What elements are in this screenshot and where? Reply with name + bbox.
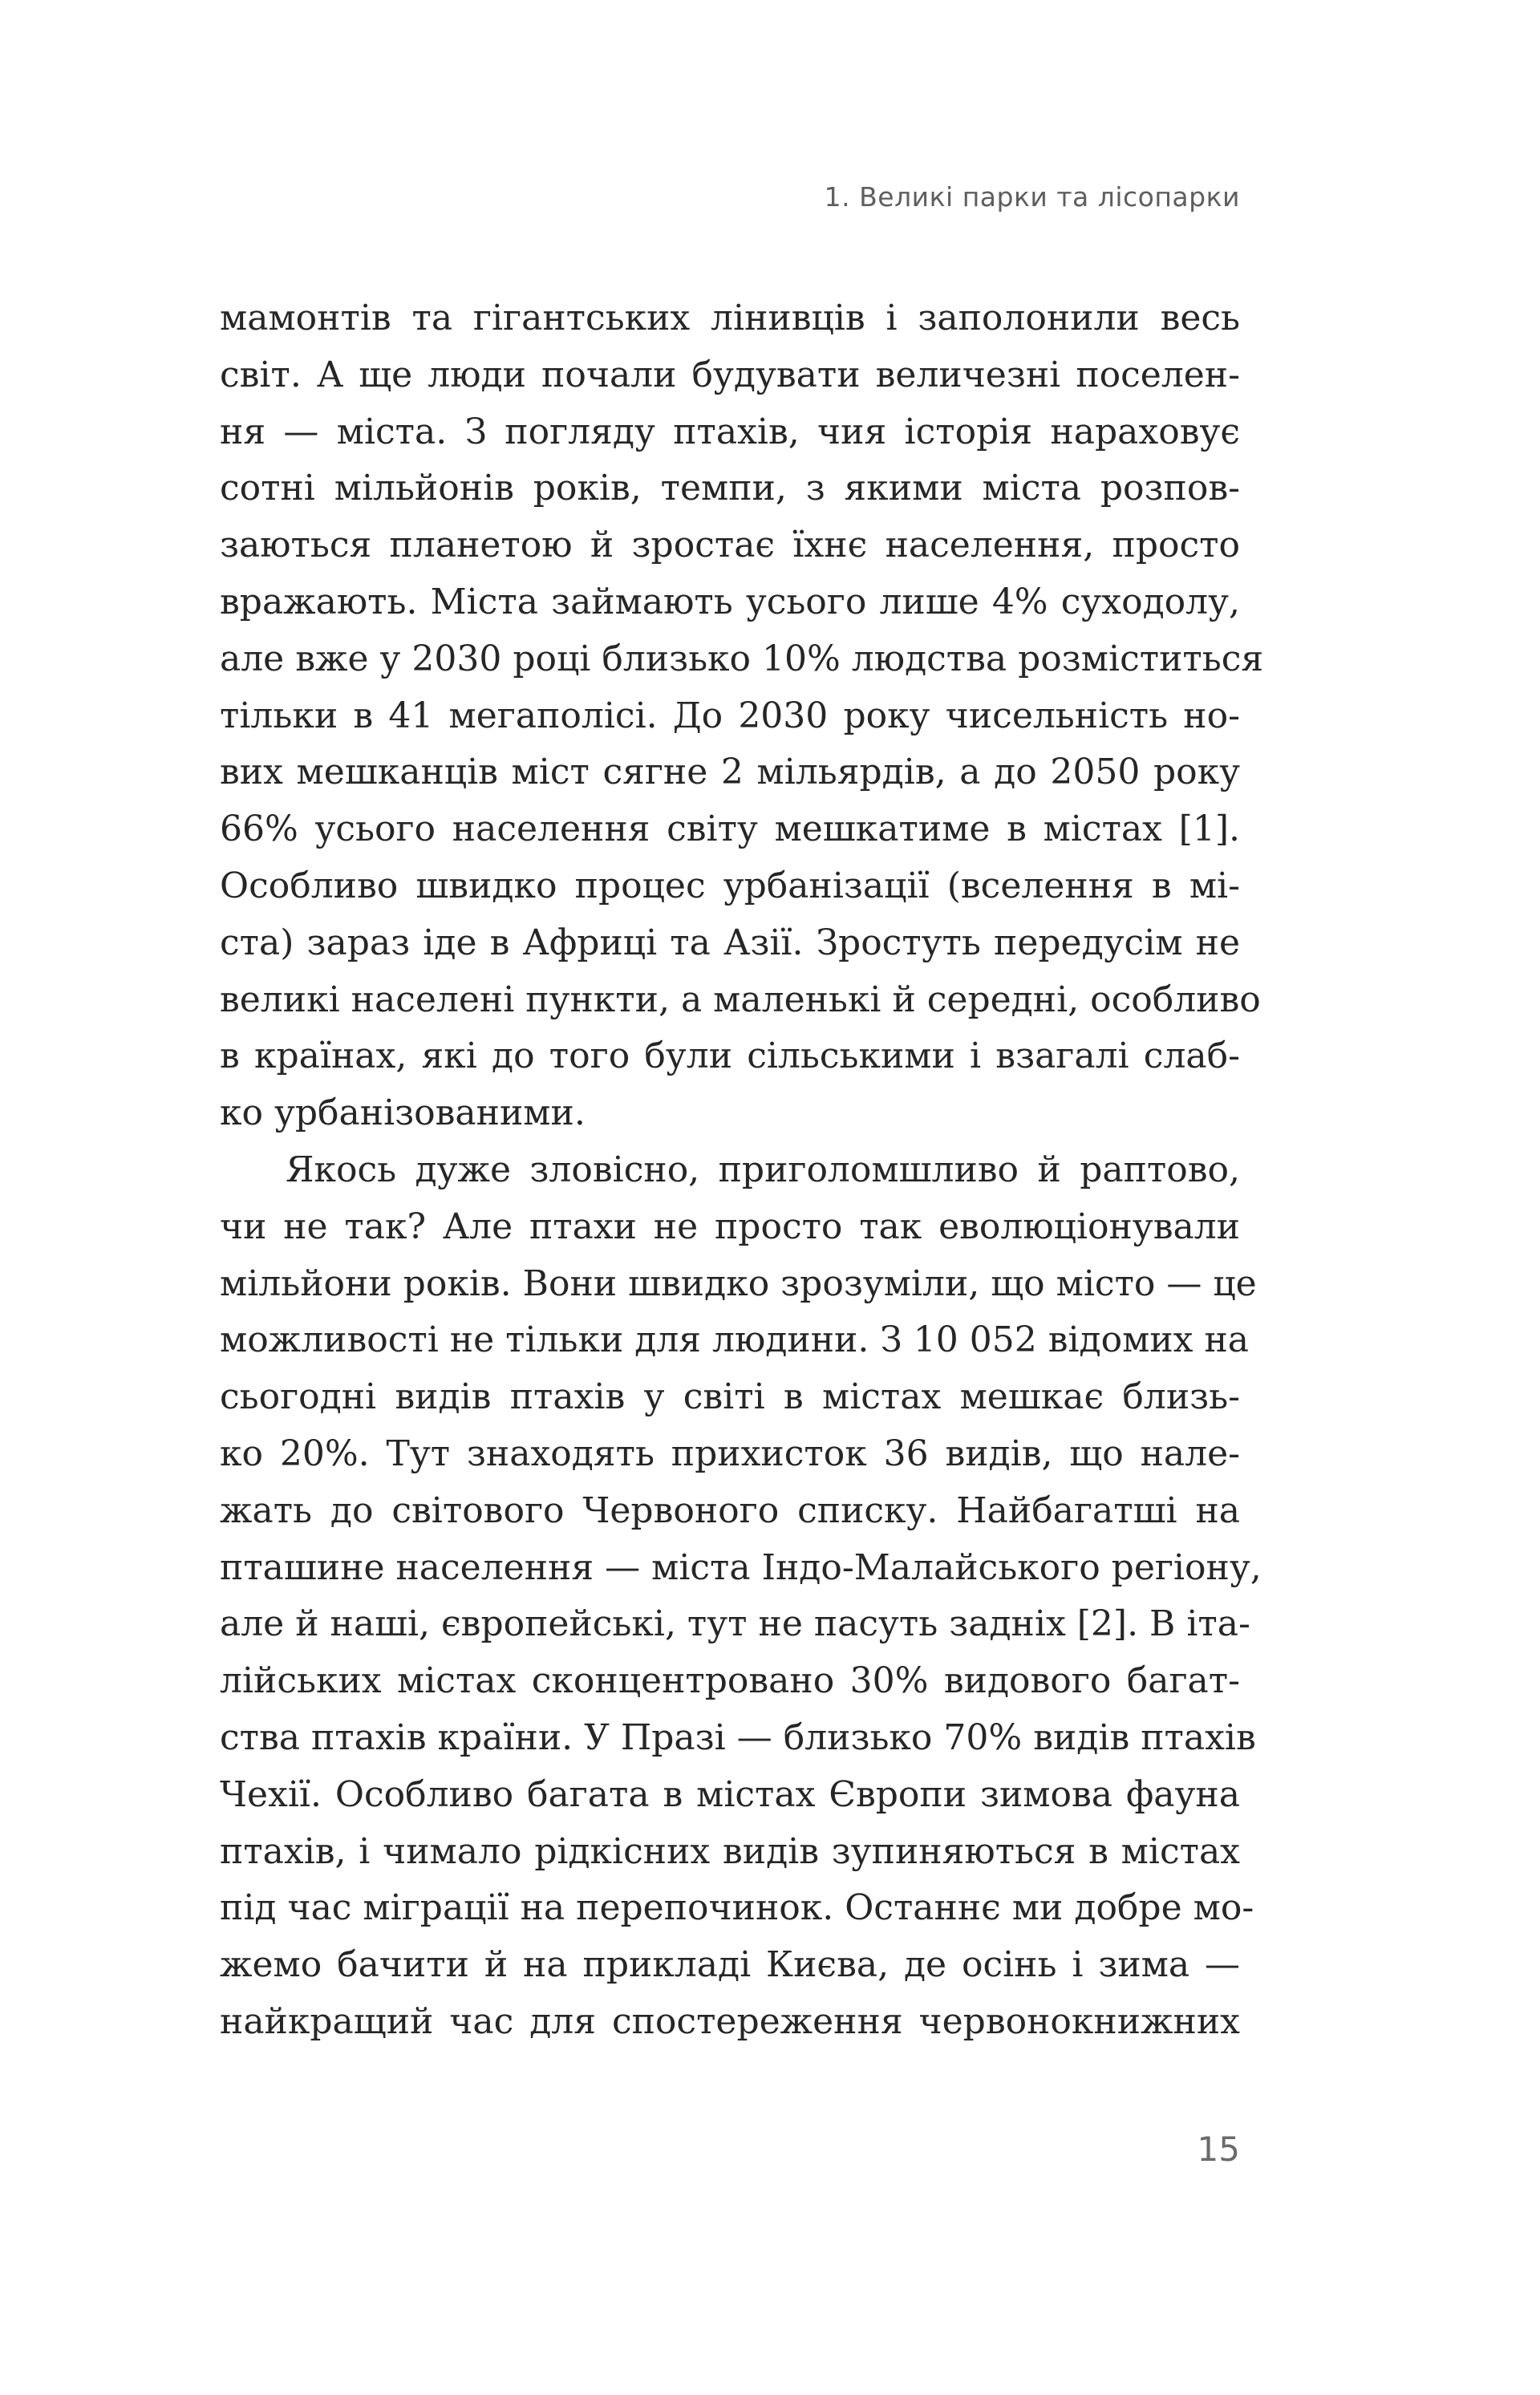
text-line: чи не так? Але птахи не просто так еволюціонували	[220, 1206, 1240, 1247]
text-line: жать до світового Червоного списку. Найбагатші на	[220, 1489, 1240, 1531]
text-line: можливості не тільки для людини. З 10 052 відомих на	[220, 1319, 1250, 1361]
text-line: ства птахів країни. У Празі — близько 70% видів птахів	[220, 1716, 1256, 1758]
text-line: сотні мільйонів років, темпи, з якими міста розпов-	[220, 468, 1240, 509]
text-line: але вже у 2030 році близько 10% людства розміститься	[220, 638, 1264, 679]
text-line: ня — міста. З погляду птахів, чия історія нараховує	[220, 411, 1240, 452]
text-line: Особливо швидко процес урбанізації (вселення в мі-	[220, 865, 1240, 906]
text-line: мільйони років. Вони швидко зрозуміли, що місто — це	[220, 1262, 1257, 1304]
text-line: тільки в 41 мегаполісі. До 2030 року чисельність но-	[220, 695, 1240, 736]
text-line: в країнах, які до того були сільськими і взагалі слаб-	[220, 1035, 1240, 1077]
text-line: під час міграції на перепочинок. Останнє ми добре мо-	[220, 1887, 1254, 1929]
text-line: світ. А ще люди почали будувати величезні поселен-	[220, 354, 1240, 395]
paragraph-end-line: ко урбанізованими.	[220, 1092, 586, 1134]
text-line: Чехії. Особливо багата в містах Європи зимова фауна	[220, 1773, 1240, 1815]
text-line: 66% усього населення світу мешкатиме в містах [1].	[220, 808, 1240, 850]
text-line: птахів, і чимало рідкісних видів зупиняються в містах	[220, 1830, 1240, 1872]
running-header: 1. Великі парки та лісопарки	[824, 181, 1240, 213]
text-line: ко 20%. Тут знаходять прихисток 36 видів, що нале-	[220, 1433, 1240, 1474]
text-line: жемо бачити й на прикладі Києва, де осінь і зима —	[220, 1944, 1240, 1986]
text-line: вих мешканців міст сягне 2 мільярдів, а до 2050 року	[220, 752, 1240, 793]
text-line: мамонтів та гігантських лінивців і заполонили весь	[220, 298, 1240, 338]
text-line: заються планетою й зростає їхнє населення, просто	[220, 525, 1240, 566]
paragraph-first-line: Якось дуже зловісно, приголомшливо й раптово,	[286, 1149, 1240, 1190]
text-line: великі населені пункти, а маленькі й середні, особливо	[220, 979, 1261, 1020]
page-number: 15	[1197, 2130, 1240, 2169]
text-line: вражають. Міста займають усього лише 4% суходолу,	[220, 581, 1240, 622]
text-line: ста) зараз іде в Африці та Азії. Зростуть передусім не	[220, 922, 1240, 963]
text-line: але й наші, європейські, тут не пасуть задніх [2]. В іта-	[220, 1603, 1250, 1645]
text-line: лійських містах сконцентровано 30% видового багат-	[220, 1660, 1240, 1702]
text-line: сьогодні видів птахів у світі в містах мешкає близь-	[220, 1376, 1240, 1418]
text-line: найкращий час для спостереження червонокнижних	[220, 2000, 1240, 2042]
text-line: пташине населення — міста Індо-Малайського регіону,	[220, 1546, 1262, 1588]
body-text	[220, 290, 1264, 2051]
